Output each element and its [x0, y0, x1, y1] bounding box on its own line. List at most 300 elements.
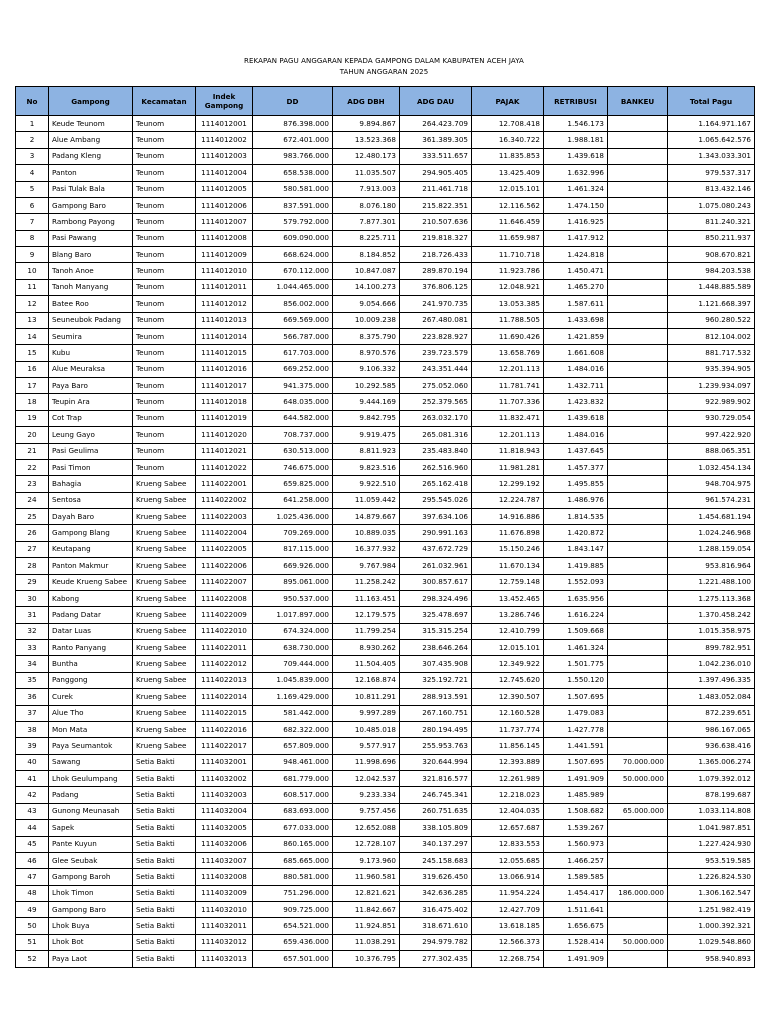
document-subtitle: TAHUN ANGGARAN 2025: [339, 68, 429, 76]
cell-retribusi: 1.417.912: [544, 230, 608, 246]
cell-no: 8: [16, 230, 49, 246]
cell-gampong: Teupin Ara: [49, 394, 133, 410]
cell-dd: 670.112.000: [253, 263, 333, 279]
cell-total-pagu: 953.816.964: [668, 558, 755, 574]
cell-adg-dau: 340.137.297: [400, 836, 472, 852]
cell-total-pagu: 1.227.424.930: [668, 836, 755, 852]
cell-total-pagu: 1.288.159.054: [668, 541, 755, 557]
cell-retribusi: 1.501.775: [544, 656, 608, 672]
table-row: [16, 672, 755, 688]
cell-dd: 658.538.000: [253, 165, 333, 181]
cell-total-pagu: 922.989.902: [668, 394, 755, 410]
cell-pajak: 14.916.886: [472, 509, 544, 525]
cell-adg-dau: 361.389.305: [400, 132, 472, 148]
cell-indek: 1114012006: [196, 197, 253, 213]
cell-adg-dau: 338.105.809: [400, 820, 472, 836]
cell-no: 10: [16, 263, 49, 279]
cell-indek: 1114022012: [196, 656, 253, 672]
cell-total-pagu: 935.394.905: [668, 361, 755, 377]
cell-kecamatan: Krueng Sabee: [133, 492, 196, 508]
header-gampong: Gampong: [49, 87, 133, 116]
table-row: [16, 214, 755, 230]
cell-retribusi: 1.474.150: [544, 197, 608, 213]
cell-adg-dau: 243.351.444: [400, 361, 472, 377]
cell-kecamatan: Setia Bakti: [133, 836, 196, 852]
cell-retribusi: 1.560.973: [544, 836, 608, 852]
cell-adg-dau: 321.816.577: [400, 771, 472, 787]
cell-bankeu: 65.000.000: [608, 803, 668, 819]
cell-gampong: Dayah Baro: [49, 509, 133, 525]
table-row: [16, 247, 755, 263]
cell-gampong: Sawang: [49, 754, 133, 770]
cell-retribusi: 1.437.645: [544, 443, 608, 459]
cell-adg-dbh: 11.998.696: [333, 754, 400, 770]
cell-retribusi: 1.421.859: [544, 328, 608, 344]
cell-adg-dau: 239.723.579: [400, 345, 472, 361]
cell-dd: 608.517.000: [253, 787, 333, 803]
cell-no: 34: [16, 656, 49, 672]
cell-dd: 1.045.839.000: [253, 672, 333, 688]
cell-retribusi: 1.632.996: [544, 165, 608, 181]
cell-gampong: Paya Laot: [49, 951, 133, 967]
cell-pajak: 12.566.373: [472, 934, 544, 950]
cell-dd: 709.444.000: [253, 656, 333, 672]
cell-total-pagu: 1.343.033.301: [668, 148, 755, 164]
cell-no: 47: [16, 869, 49, 885]
cell-no: 46: [16, 852, 49, 868]
cell-bankeu: [608, 509, 668, 525]
cell-bankeu: [608, 361, 668, 377]
cell-retribusi: 1.546.173: [544, 116, 608, 132]
cell-dd: 685.665.000: [253, 852, 333, 868]
cell-pajak: 11.646.459: [472, 214, 544, 230]
cell-adg-dau: 295.545.026: [400, 492, 472, 508]
cell-kecamatan: Teunom: [133, 230, 196, 246]
cell-adg-dbh: 9.577.917: [333, 738, 400, 754]
cell-retribusi: 1.433.698: [544, 312, 608, 328]
cell-gampong: Keude Teunom: [49, 116, 133, 132]
cell-total-pagu: 930.729.054: [668, 410, 755, 426]
cell-adg-dbh: 12.168.874: [333, 672, 400, 688]
table-row: [16, 951, 755, 967]
cell-bankeu: [608, 263, 668, 279]
cell-kecamatan: Teunom: [133, 345, 196, 361]
cell-adg-dbh: 9.054.666: [333, 296, 400, 312]
cell-adg-dau: 238.646.264: [400, 640, 472, 656]
cell-dd: 948.461.000: [253, 754, 333, 770]
cell-pajak: 12.393.889: [472, 754, 544, 770]
cell-total-pagu: 1.448.885.589: [668, 279, 755, 295]
cell-kecamatan: Setia Bakti: [133, 771, 196, 787]
cell-kecamatan: Teunom: [133, 328, 196, 344]
cell-no: 18: [16, 394, 49, 410]
cell-total-pagu: 1.251.982.419: [668, 902, 755, 918]
cell-adg-dau: 263.032.170: [400, 410, 472, 426]
cell-kecamatan: Setia Bakti: [133, 918, 196, 934]
table-row: [16, 361, 755, 377]
cell-retribusi: 1.427.778: [544, 721, 608, 737]
cell-total-pagu: 1.121.668.397: [668, 296, 755, 312]
table-row: [16, 902, 755, 918]
cell-gampong: Lhok Bot: [49, 934, 133, 950]
cell-retribusi: 1.466.257: [544, 852, 608, 868]
cell-adg-dbh: 10.485.018: [333, 721, 400, 737]
cell-no: 15: [16, 345, 49, 361]
cell-kecamatan: Teunom: [133, 197, 196, 213]
cell-no: 32: [16, 623, 49, 639]
cell-gampong: Pasi Tulak Bala: [49, 181, 133, 197]
cell-indek: 1114012019: [196, 410, 253, 426]
cell-gampong: Keude Krueng Sabee: [49, 574, 133, 590]
cell-gampong: Alue Ambang: [49, 132, 133, 148]
table-row: [16, 558, 755, 574]
cell-adg-dbh: 12.821.621: [333, 885, 400, 901]
cell-total-pagu: 1.226.824.530: [668, 869, 755, 885]
cell-dd: 630.513.000: [253, 443, 333, 459]
cell-dd: 657.809.000: [253, 738, 333, 754]
header-total-pagu: Total Pagu: [668, 87, 755, 116]
cell-retribusi: 1.550.120: [544, 672, 608, 688]
cell-dd: 856.002.000: [253, 296, 333, 312]
cell-gampong: Pasi Timon: [49, 459, 133, 475]
cell-pajak: 12.404.035: [472, 803, 544, 819]
cell-no: 50: [16, 918, 49, 934]
cell-bankeu: [608, 820, 668, 836]
cell-kecamatan: Krueng Sabee: [133, 738, 196, 754]
cell-kecamatan: Krueng Sabee: [133, 656, 196, 672]
table-row: [16, 427, 755, 443]
cell-kecamatan: Krueng Sabee: [133, 623, 196, 639]
cell-dd: 579.792.000: [253, 214, 333, 230]
cell-indek: 1114012002: [196, 132, 253, 148]
document-title: REKAPAN PAGU ANGGARAN KEPADA GAMPONG DALAM KABUPATEN ACEH JAYA: [244, 57, 524, 65]
header-dd: DD: [253, 87, 333, 116]
cell-adg-dbh: 9.894.867: [333, 116, 400, 132]
cell-adg-dau: 325.192.721: [400, 672, 472, 688]
cell-bankeu: [608, 116, 668, 132]
cell-total-pagu: 958.940.893: [668, 951, 755, 967]
table-header-row: [16, 87, 755, 116]
cell-adg-dbh: 9.842.795: [333, 410, 400, 426]
cell-adg-dau: 342.636.285: [400, 885, 472, 901]
cell-adg-dau: 397.634.106: [400, 509, 472, 525]
cell-dd: 659.825.000: [253, 476, 333, 492]
cell-kecamatan: Teunom: [133, 394, 196, 410]
cell-kecamatan: Krueng Sabee: [133, 525, 196, 541]
cell-bankeu: [608, 230, 668, 246]
cell-dd: 641.258.000: [253, 492, 333, 508]
cell-adg-dbh: 10.811.291: [333, 689, 400, 705]
table-row: [16, 476, 755, 492]
cell-retribusi: 1.465.270: [544, 279, 608, 295]
cell-indek: 1114032005: [196, 820, 253, 836]
cell-total-pagu: 1.221.488.100: [668, 574, 755, 590]
cell-kecamatan: Krueng Sabee: [133, 590, 196, 606]
cell-pajak: 12.349.922: [472, 656, 544, 672]
cell-retribusi: 1.441.591: [544, 738, 608, 754]
cell-pajak: 12.708.418: [472, 116, 544, 132]
cell-gampong: Lhok Buya: [49, 918, 133, 934]
cell-kecamatan: Teunom: [133, 247, 196, 263]
table-row: [16, 328, 755, 344]
table-row: [16, 607, 755, 623]
cell-total-pagu: 1.483.052.084: [668, 689, 755, 705]
cell-adg-dau: 235.483.840: [400, 443, 472, 459]
cell-total-pagu: 888.065.351: [668, 443, 755, 459]
cell-gampong: Ranto Panyang: [49, 640, 133, 656]
table-row: [16, 705, 755, 721]
cell-adg-dbh: 8.811.923: [333, 443, 400, 459]
cell-adg-dau: 307.435.908: [400, 656, 472, 672]
cell-indek: 1114032002: [196, 771, 253, 787]
cell-no: 23: [16, 476, 49, 492]
cell-gampong: Buntha: [49, 656, 133, 672]
cell-kecamatan: Setia Bakti: [133, 787, 196, 803]
cell-retribusi: 1.843.147: [544, 541, 608, 557]
cell-no: 16: [16, 361, 49, 377]
cell-indek: 1114012016: [196, 361, 253, 377]
cell-total-pagu: 899.782.951: [668, 640, 755, 656]
cell-gampong: Padang Datar: [49, 607, 133, 623]
table-row: [16, 378, 755, 394]
cell-retribusi: 1.589.585: [544, 869, 608, 885]
cell-no: 9: [16, 247, 49, 263]
cell-dd: 669.926.000: [253, 558, 333, 574]
cell-dd: 683.693.000: [253, 803, 333, 819]
cell-gampong: Gampong Blang: [49, 525, 133, 541]
cell-pajak: 11.923.786: [472, 263, 544, 279]
cell-total-pagu: 948.704.975: [668, 476, 755, 492]
cell-pajak: 12.759.148: [472, 574, 544, 590]
cell-gampong: Gampong Baro: [49, 902, 133, 918]
cell-pajak: 11.690.426: [472, 328, 544, 344]
cell-dd: 983.766.000: [253, 148, 333, 164]
cell-pajak: 11.676.898: [472, 525, 544, 541]
cell-retribusi: 1.528.414: [544, 934, 608, 950]
cell-gampong: Sentosa: [49, 492, 133, 508]
cell-gampong: Leung Gayo: [49, 427, 133, 443]
cell-dd: 1.017.897.000: [253, 607, 333, 623]
cell-bankeu: [608, 132, 668, 148]
cell-no: 19: [16, 410, 49, 426]
cell-kecamatan: Setia Bakti: [133, 754, 196, 770]
cell-dd: 709.269.000: [253, 525, 333, 541]
cell-pajak: 11.835.853: [472, 148, 544, 164]
cell-bankeu: [608, 738, 668, 754]
cell-gampong: Paya Seumantok: [49, 738, 133, 754]
cell-indek: 1114012010: [196, 263, 253, 279]
cell-gampong: Pasi Pawang: [49, 230, 133, 246]
cell-dd: 644.582.000: [253, 410, 333, 426]
cell-bankeu: 70.000.000: [608, 754, 668, 770]
cell-bankeu: [608, 689, 668, 705]
cell-kecamatan: Krueng Sabee: [133, 476, 196, 492]
cell-no: 2: [16, 132, 49, 148]
cell-kecamatan: Setia Bakti: [133, 885, 196, 901]
cell-dd: 617.703.000: [253, 345, 333, 361]
cell-no: 43: [16, 803, 49, 819]
cell-pajak: 11.737.774: [472, 721, 544, 737]
cell-bankeu: [608, 951, 668, 967]
cell-gampong: Pante Kuyun: [49, 836, 133, 852]
cell-indek: 1114012021: [196, 443, 253, 459]
cell-no: 41: [16, 771, 49, 787]
cell-bankeu: [608, 312, 668, 328]
cell-adg-dbh: 8.970.576: [333, 345, 400, 361]
cell-retribusi: 1.491.909: [544, 771, 608, 787]
cell-dd: 880.581.000: [253, 869, 333, 885]
cell-no: 49: [16, 902, 49, 918]
cell-kecamatan: Teunom: [133, 181, 196, 197]
cell-indek: 1114022010: [196, 623, 253, 639]
cell-adg-dau: 267.160.751: [400, 705, 472, 721]
cell-no: 3: [16, 148, 49, 164]
cell-indek: 1114012020: [196, 427, 253, 443]
cell-total-pagu: 811.240.321: [668, 214, 755, 230]
cell-adg-dbh: 14.100.273: [333, 279, 400, 295]
cell-retribusi: 1.485.989: [544, 787, 608, 803]
cell-total-pagu: 812.104.002: [668, 328, 755, 344]
cell-adg-dau: 277.302.435: [400, 951, 472, 967]
table-row: [16, 885, 755, 901]
table-row: [16, 852, 755, 868]
header-adg-dau: ADG DAU: [400, 87, 472, 116]
table-row: [16, 263, 755, 279]
cell-adg-dbh: 11.059.442: [333, 492, 400, 508]
header-no: No: [16, 87, 49, 116]
cell-adg-dbh: 9.757.456: [333, 803, 400, 819]
cell-dd: 609.090.000: [253, 230, 333, 246]
cell-dd: 566.787.000: [253, 328, 333, 344]
cell-no: 14: [16, 328, 49, 344]
cell-dd: 950.537.000: [253, 590, 333, 606]
cell-no: 51: [16, 934, 49, 950]
cell-bankeu: [608, 378, 668, 394]
table-row: [16, 132, 755, 148]
cell-bankeu: [608, 148, 668, 164]
cell-kecamatan: Teunom: [133, 165, 196, 181]
cell-pajak: 12.261.989: [472, 771, 544, 787]
cell-adg-dbh: 9.922.510: [333, 476, 400, 492]
header-bankeu: BANKEU: [608, 87, 668, 116]
cell-gampong: Sapek: [49, 820, 133, 836]
cell-total-pagu: 1.164.971.167: [668, 116, 755, 132]
cell-retribusi: 1.552.093: [544, 574, 608, 590]
cell-total-pagu: 1.033.114.808: [668, 803, 755, 819]
cell-adg-dau: 319.626.450: [400, 869, 472, 885]
cell-no: 7: [16, 214, 49, 230]
cell-bankeu: [608, 214, 668, 230]
cell-retribusi: 1.423.832: [544, 394, 608, 410]
cell-gampong: Mon Mata: [49, 721, 133, 737]
cell-indek: 1114012011: [196, 279, 253, 295]
table-row: [16, 771, 755, 787]
cell-adg-dbh: 9.444.169: [333, 394, 400, 410]
cell-pajak: 12.427.709: [472, 902, 544, 918]
cell-total-pagu: 1.454.681.194: [668, 509, 755, 525]
cell-indek: 1114012001: [196, 116, 253, 132]
cell-no: 40: [16, 754, 49, 770]
cell-adg-dau: 318.671.610: [400, 918, 472, 934]
cell-pajak: 11.710.718: [472, 247, 544, 263]
cell-bankeu: [608, 328, 668, 344]
cell-gampong: Kabong: [49, 590, 133, 606]
cell-kecamatan: Setia Bakti: [133, 934, 196, 950]
table-row: [16, 296, 755, 312]
cell-adg-dbh: 10.847.087: [333, 263, 400, 279]
cell-dd: 1.044.465.000: [253, 279, 333, 295]
cell-adg-dbh: 12.179.575: [333, 607, 400, 623]
cell-total-pagu: 1.029.548.860: [668, 934, 755, 950]
cell-dd: 580.581.000: [253, 181, 333, 197]
cell-bankeu: [608, 836, 668, 852]
cell-dd: 746.675.000: [253, 459, 333, 475]
cell-kecamatan: Teunom: [133, 116, 196, 132]
cell-bankeu: [608, 721, 668, 737]
cell-kecamatan: Krueng Sabee: [133, 509, 196, 525]
cell-adg-dau: 294.979.782: [400, 934, 472, 950]
cell-retribusi: 1.587.611: [544, 296, 608, 312]
cell-total-pagu: 1.370.458.242: [668, 607, 755, 623]
header-kecamatan: Kecamatan: [133, 87, 196, 116]
cell-bankeu: [608, 672, 668, 688]
cell-pajak: 13.425.409: [472, 165, 544, 181]
cell-adg-dbh: 9.767.984: [333, 558, 400, 574]
cell-gampong: Curek: [49, 689, 133, 705]
cell-no: 25: [16, 509, 49, 525]
header-adg-dbh: ADG DBH: [333, 87, 400, 116]
cell-indek: 1114012017: [196, 378, 253, 394]
cell-bankeu: 186.000.000: [608, 885, 668, 901]
cell-kecamatan: Teunom: [133, 279, 196, 295]
cell-kecamatan: Krueng Sabee: [133, 640, 196, 656]
table-row: [16, 918, 755, 934]
cell-adg-dbh: 10.889.035: [333, 525, 400, 541]
cell-retribusi: 1.486.976: [544, 492, 608, 508]
cell-no: 27: [16, 541, 49, 557]
cell-bankeu: [608, 165, 668, 181]
cell-no: 38: [16, 721, 49, 737]
cell-pajak: 11.954.224: [472, 885, 544, 901]
cell-adg-dau: 294.905.405: [400, 165, 472, 181]
cell-pajak: 12.268.754: [472, 951, 544, 967]
cell-no: 17: [16, 378, 49, 394]
cell-bankeu: [608, 656, 668, 672]
cell-pajak: 12.390.507: [472, 689, 544, 705]
cell-dd: 860.165.000: [253, 836, 333, 852]
table-row: [16, 623, 755, 639]
table-row: [16, 181, 755, 197]
cell-total-pagu: 1.365.006.274: [668, 754, 755, 770]
cell-retribusi: 1.616.224: [544, 607, 608, 623]
cell-adg-dbh: 12.480.173: [333, 148, 400, 164]
cell-gampong: Panton Makmur: [49, 558, 133, 574]
cell-gampong: Seuneubok Padang: [49, 312, 133, 328]
cell-bankeu: [608, 296, 668, 312]
cell-adg-dbh: 9.106.332: [333, 361, 400, 377]
header-indek-gampong: Indek Gampong: [196, 87, 253, 116]
cell-indek: 1114012013: [196, 312, 253, 328]
table-row: [16, 509, 755, 525]
cell-total-pagu: 813.432.146: [668, 181, 755, 197]
cell-kecamatan: Teunom: [133, 296, 196, 312]
cell-retribusi: 1.508.682: [544, 803, 608, 819]
cell-bankeu: [608, 705, 668, 721]
cell-dd: 1.025.436.000: [253, 509, 333, 525]
cell-adg-dau: 255.953.763: [400, 738, 472, 754]
cell-dd: 672.401.000: [253, 132, 333, 148]
cell-gampong: Padang: [49, 787, 133, 803]
